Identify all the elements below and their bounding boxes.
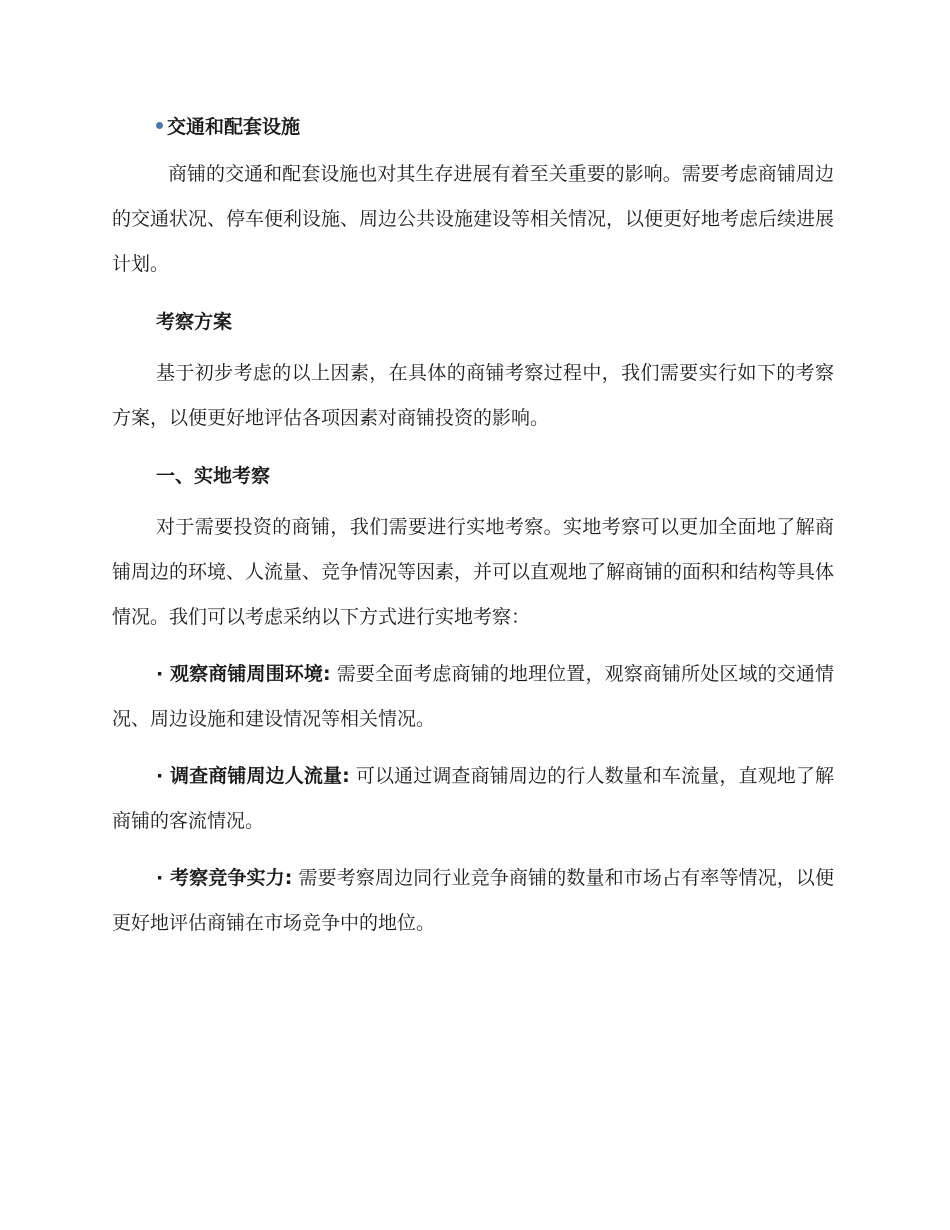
paragraph-transport: 商铺的交通和配套设施也对其生存进展有着至关重要的影响。需要考虑商铺周边的交通状况、停车便利设施、周边公共设施建设等相关情况，以便更好地考虑后续进展计划。 — [112, 163, 835, 275]
list-item — [112, 754, 834, 844]
list-item-text: 需要全面考虑商铺的地理位置，观察商铺所处区域的交通情况、周边设施和建设情况等相关情况。 — [112, 663, 834, 730]
bullet-dot-icon — [156, 122, 163, 129]
section-heading-plan: 考察方案 — [156, 311, 233, 333]
paragraph-plan: 基于初步考虑的以上因素，在具体的商铺考察过程中，我们需要实行如下的考察方案，以便更好地评估各项因素对商铺投资的影响。 — [112, 362, 834, 429]
paragraph-onsite: 对于需要投资的商铺，我们需要进行实地考察。实地考察可以更加全面地了解商铺周边的环境、人流量、竞争情况等因素，并可以直观地了解商铺的面积和结构等具体情况。我们可以考虑采纳以下方式进行实地考察： — [112, 516, 835, 628]
section-heading-transport — [112, 104, 834, 150]
heading-text: 交通和配套设施 — [167, 116, 301, 138]
list-item — [112, 652, 834, 742]
list-item-text: 可以通过调查商铺周边的行人数量和车流量，直观地了解商铺的客流情况。 — [112, 765, 835, 832]
list-item-label: · 观察商铺周围环境: — [156, 663, 331, 685]
list-item — [112, 856, 834, 946]
document-body — [112, 104, 834, 958]
list-item-label: · 调查商铺周边人流量: — [156, 765, 350, 787]
list-item-text: 需要考察周边同行业竞争商铺的数量和市场占有率等情况，以便更好地评估商铺在市场竞争中的地位。 — [112, 867, 834, 934]
list-item-label: · 考察竞争实力: — [156, 867, 293, 889]
section-heading-onsite: 一、实地考察 — [156, 465, 271, 487]
